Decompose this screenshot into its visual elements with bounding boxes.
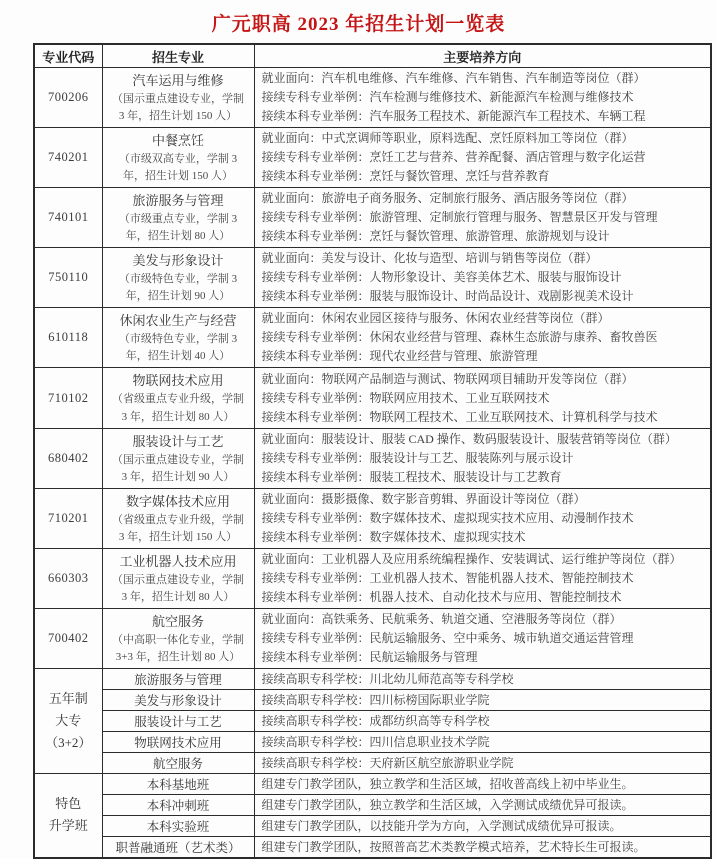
major-note: （国示重点建设专业，学制 3 年，招生计划 90 人） bbox=[112, 453, 244, 483]
direction-line: 就业面向：中式烹调师等职业，原料选配、烹饪原料加工等岗位（群） bbox=[261, 131, 634, 146]
code-cell: 740201 bbox=[34, 128, 102, 188]
direction-line: 接续专科专业举例：汽车检测与维修技术、新能源汽车检测与维修技术 bbox=[261, 90, 634, 105]
group-label-special bbox=[34, 773, 102, 858]
major-cell bbox=[102, 128, 254, 188]
major-name: 美发与形象设计 bbox=[132, 253, 224, 269]
direction-line: 接续专科专业举例：烹饪工艺与营养、营养配餐、酒店管理与数字化运营 bbox=[261, 150, 646, 165]
direction-line: 接续本科专业举例：数字媒体技术、虚拟现实技术 bbox=[261, 529, 526, 544]
direction-line: 接续专科专业举例：物联网应用技术、工业互联网技术 bbox=[261, 390, 550, 405]
direction-line: 就业面向：物联网产品制造与测试、物联网项目辅助开发等岗位（群） bbox=[261, 371, 634, 386]
major-cell bbox=[102, 308, 254, 368]
table-row bbox=[34, 608, 711, 668]
table-row bbox=[34, 368, 711, 428]
group-label-line: 特色 bbox=[55, 796, 82, 812]
direction-line: 接续本科专业举例：服装与服饰设计、时尚品设计、戏剧影视美术设计 bbox=[261, 289, 634, 304]
direction-line: 接续本科专业举例：物联网工程技术、工业互联网技术、计算机科学与技术 bbox=[261, 409, 658, 424]
direction-line: 接续专科专业举例：服装设计与工艺、服装陈列与展示设计 bbox=[261, 450, 574, 465]
major-name: 休闲农业生产与经营 bbox=[119, 313, 237, 329]
code-cell: 740101 bbox=[34, 188, 102, 248]
direction-line: 就业面向：工业机器人及应用系统编程操作、安装调试、运行维护等岗位（群） bbox=[261, 551, 682, 566]
page-title: 广元职高 2023 年招生计划一览表 bbox=[211, 14, 506, 35]
group-desc: 组建专门教学团队，独立教学和生活区域，入学测试成绩优异可报读。 bbox=[254, 794, 711, 815]
table-row bbox=[34, 731, 711, 752]
group-label-five-year bbox=[34, 668, 102, 773]
direction-cell bbox=[254, 188, 711, 248]
major-name: 中餐烹饪 bbox=[151, 133, 204, 149]
direction-line: 接续本科专业举例：烹饪与餐饮管理、烹饪与营养教育 bbox=[261, 169, 550, 184]
major-cell bbox=[102, 188, 254, 248]
major-cell bbox=[102, 488, 254, 548]
group-desc: 接续高职专科学校：四川标榜国际职业学院 bbox=[254, 689, 711, 710]
enrollment-plan-table bbox=[33, 43, 712, 859]
code-cell: 700402 bbox=[34, 608, 102, 668]
table-row bbox=[34, 773, 711, 794]
major-name: 航空服务 bbox=[151, 613, 204, 629]
group-major: 本科实验班 bbox=[102, 815, 254, 836]
direction-line: 接续本科专业举例：服装工程技术、服装设计与工艺教育 bbox=[261, 469, 562, 484]
direction-line: 接续专科专业举例：人物形象设计、美容美体艺术、服装与服饰设计 bbox=[261, 270, 622, 285]
direction-cell bbox=[254, 548, 711, 608]
table-row bbox=[34, 308, 711, 368]
group-major: 本科基地班 bbox=[102, 773, 254, 794]
direction-line: 接续专科专业举例：旅游管理、定制旅行管理与服务、智慧景区开发与管理 bbox=[261, 210, 658, 225]
direction-cell bbox=[254, 68, 711, 128]
code-cell: 610118 bbox=[34, 308, 102, 368]
direction-line: 接续专科专业举例：数字媒体技术、虚拟现实技术应用、动漫制作技术 bbox=[261, 510, 634, 525]
code-cell: 710201 bbox=[34, 488, 102, 548]
table-row bbox=[34, 689, 711, 710]
table-row bbox=[34, 668, 711, 689]
group-major: 本科冲刺班 bbox=[102, 794, 254, 815]
major-note: （市级重点专业，学制 3 年，招生计划 80 人） bbox=[118, 213, 238, 243]
group-label-line: 大专 bbox=[55, 712, 82, 728]
group-desc: 接续高职专科学校：川北幼儿师范高等专科学校 bbox=[254, 668, 711, 689]
direction-line: 就业面向：服装设计、服装 CAD 操作、数码服装设计、服装营销等岗位（群） bbox=[261, 431, 677, 446]
direction-line: 就业面向：摄影摄像、数字影音剪辑、界面设计等岗位（群） bbox=[261, 491, 586, 506]
table-row bbox=[34, 188, 711, 248]
direction-line: 接续本科专业举例：汽车服务工程技术、新能源汽车工程技术、车辆工程 bbox=[261, 109, 646, 124]
direction-line: 就业面向：高铁乘务、民航乘务、轨道交通、空港服务等岗位（群） bbox=[261, 611, 622, 626]
major-cell bbox=[102, 428, 254, 488]
group-label-line: 升学班 bbox=[48, 818, 88, 834]
header-direction: 主要培养方向 bbox=[254, 44, 711, 68]
code-cell: 750110 bbox=[34, 248, 102, 308]
group-major: 航空服务 bbox=[102, 752, 254, 773]
group-desc: 组建专门教学团队，按照普高艺术类教学模式培养，艺术特长生可报读。 bbox=[254, 836, 711, 858]
major-note: （中高职一体化专业，学制 3+3 年，招生计划 80 人） bbox=[112, 633, 244, 663]
major-cell bbox=[102, 548, 254, 608]
table-row bbox=[34, 68, 711, 128]
direction-line: 就业面向：休闲农业园区接待与服务、休闲农业经营等岗位（群） bbox=[261, 311, 610, 326]
direction-cell bbox=[254, 248, 711, 308]
major-cell bbox=[102, 68, 254, 128]
group-desc: 接续高职专科学校：天府新区航空旅游职业学院 bbox=[254, 752, 711, 773]
code-cell: 680402 bbox=[34, 428, 102, 488]
group-major: 物联网技术应用 bbox=[102, 731, 254, 752]
header-major: 招生专业 bbox=[102, 44, 254, 68]
major-note: （市级特色专业，学制 3 年，招生计划 90 人） bbox=[118, 273, 238, 303]
direction-line: 接续本科专业举例：机器人技术、自动化技术与应用、智能控制技术 bbox=[261, 589, 622, 604]
major-name: 旅游服务与管理 bbox=[132, 193, 224, 209]
header-code: 专业代码 bbox=[34, 44, 102, 68]
group-desc: 接续高职专科学校：四川信息职业技术学院 bbox=[254, 731, 711, 752]
direction-cell bbox=[254, 428, 711, 488]
table-row bbox=[34, 815, 711, 836]
major-name: 物联网技术应用 bbox=[132, 373, 224, 389]
direction-line: 接续专科专业举例：民航运输服务、空中乘务、城市轨道交通运营管理 bbox=[261, 630, 634, 645]
major-note: （国示重点建设专业，学制 3 年，招生计划 150 人） bbox=[112, 93, 244, 123]
code-cell: 700206 bbox=[34, 68, 102, 128]
group-desc: 组建专门教学团队，独立教学和生活区域，招收普高线上初中毕业生。 bbox=[254, 773, 711, 794]
direction-cell bbox=[254, 608, 711, 668]
direction-line: 就业面向：汽车机电维修、汽车维修、汽车销售、汽车制造等岗位（群） bbox=[261, 71, 646, 86]
group-major: 旅游服务与管理 bbox=[102, 668, 254, 689]
table-row bbox=[34, 428, 711, 488]
direction-line: 就业面向：旅游电子商务服务、定制旅行服务、酒店服务等岗位（群） bbox=[261, 191, 634, 206]
group-major: 职普融通班（艺术类） bbox=[102, 836, 254, 858]
major-note: （国示重点建设专业，学制 3 年，招生计划 80 人） bbox=[112, 573, 244, 603]
major-cell bbox=[102, 368, 254, 428]
group-desc: 接续高职专科学校：成都纺织高等专科学校 bbox=[254, 710, 711, 731]
group-label-line: （3+2） bbox=[45, 734, 92, 750]
header-row bbox=[34, 44, 711, 68]
group-major: 美发与形象设计 bbox=[102, 689, 254, 710]
major-note: （省级重点专业升级，学制 3 年，招生计划 80 人） bbox=[112, 393, 244, 423]
table-row bbox=[34, 836, 711, 858]
direction-line: 接续专科专业举例：休闲农业经营与管理、森林生态旅游与康养、畜牧兽医 bbox=[261, 330, 658, 345]
direction-cell bbox=[254, 308, 711, 368]
code-cell: 660303 bbox=[34, 548, 102, 608]
major-cell bbox=[102, 608, 254, 668]
direction-line: 接续本科专业举例：烹饪与餐饮管理、旅游管理、旅游规划与设计 bbox=[261, 229, 610, 244]
table-row bbox=[34, 548, 711, 608]
direction-line: 接续专科专业举例：工业机器人技术、智能机器人技术、智能控制技术 bbox=[261, 570, 634, 585]
table-row bbox=[34, 128, 711, 188]
major-note: （省级重点专业升级，学制 3 年，招生计划 150 人） bbox=[112, 513, 244, 543]
major-note: （市级双高专业，学制 3 年，招生计划 150 人） bbox=[118, 153, 238, 183]
direction-line: 接续本科专业举例：民航运输服务与管理 bbox=[261, 649, 478, 664]
direction-cell bbox=[254, 128, 711, 188]
code-cell: 710102 bbox=[34, 368, 102, 428]
group-desc: 组建专门教学团队，以技能升学为方向，入学测试成绩优异可报读。 bbox=[254, 815, 711, 836]
group-label-line: 五年制 bbox=[48, 690, 88, 706]
table-row bbox=[34, 752, 711, 773]
direction-cell bbox=[254, 368, 711, 428]
table-row bbox=[34, 710, 711, 731]
major-name: 工业机器人技术应用 bbox=[119, 553, 237, 569]
table-row bbox=[34, 794, 711, 815]
major-name: 服装设计与工艺 bbox=[132, 433, 224, 449]
table-row bbox=[34, 248, 711, 308]
table-row bbox=[34, 488, 711, 548]
group-major: 服装设计与工艺 bbox=[102, 710, 254, 731]
major-cell bbox=[102, 248, 254, 308]
major-name: 汽车运用与维修 bbox=[132, 73, 224, 88]
major-name: 数字媒体技术应用 bbox=[125, 493, 230, 509]
direction-line: 就业面向：美发与设计、化妆与造型、培训与销售等岗位（群） bbox=[261, 251, 598, 266]
major-note: （市级特色专业，学制 3 年，招生计划 40 人） bbox=[118, 333, 238, 363]
direction-line: 接续本科专业举例：现代农业经营与管理、旅游管理 bbox=[261, 349, 538, 364]
direction-cell bbox=[254, 488, 711, 548]
